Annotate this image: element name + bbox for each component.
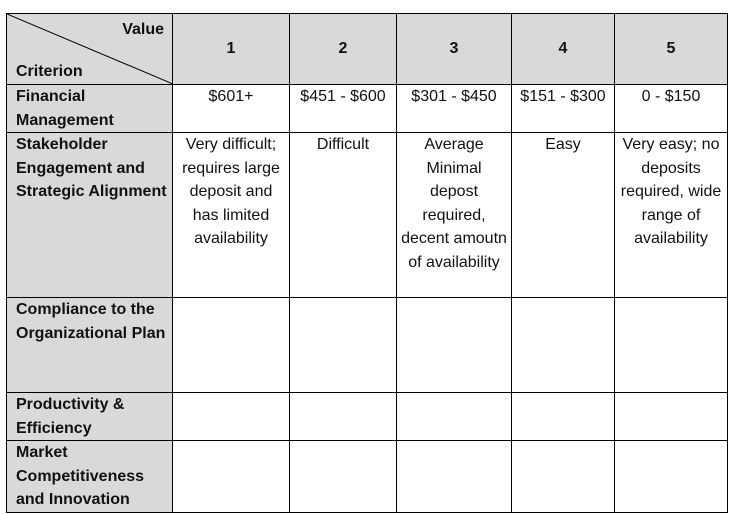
criterion-header-label: Criterion <box>16 62 83 80</box>
table-cell <box>290 298 397 393</box>
table-cell: Average Minimal depost required, decent amoutn of availability <box>397 133 512 298</box>
table-cell: Very difficult; requires large deposit and has limited availability <box>173 133 290 298</box>
table-row <box>7 393 728 441</box>
table-cell <box>290 393 397 441</box>
column-header: 3 <box>397 14 512 85</box>
table-cell <box>397 441 512 513</box>
table-cell: 0 - $150 <box>615 85 728 133</box>
table-row <box>7 85 728 133</box>
table-cell <box>397 298 512 393</box>
header-row <box>7 14 728 85</box>
table-cell <box>173 393 290 441</box>
criterion-cell: Financial Management <box>7 85 173 133</box>
table-cell: Difficult <box>290 133 397 298</box>
criterion-cell: Market Competitiveness and Innovation <box>7 441 173 513</box>
table-row <box>7 133 728 298</box>
corner-header-cell <box>7 14 173 85</box>
criterion-cell: Productivity & Efficiency <box>7 393 173 441</box>
criterion-cell: Stakeholder Engagement and Strategic Alignment <box>7 133 173 298</box>
column-header: 2 <box>290 14 397 85</box>
table-row <box>7 298 728 393</box>
table-cell: Easy <box>512 133 615 298</box>
table-row <box>7 441 728 513</box>
table-cell: $301 - $450 <box>397 85 512 133</box>
criterion-cell: Compliance to the Organizational Plan <box>7 298 173 393</box>
table-cell <box>615 298 728 393</box>
evaluation-rubric-table <box>6 13 728 513</box>
table-cell <box>615 441 728 513</box>
table-cell <box>397 393 512 441</box>
table-cell: $451 - $600 <box>290 85 397 133</box>
table-cell <box>512 298 615 393</box>
table-cell: $151 - $300 <box>512 85 615 133</box>
column-header: 4 <box>512 14 615 85</box>
table-cell <box>512 441 615 513</box>
column-header: 5 <box>615 14 728 85</box>
column-header: 1 <box>173 14 290 85</box>
table-cell <box>173 298 290 393</box>
value-header-label: Value <box>122 21 164 38</box>
table-cell <box>173 441 290 513</box>
table-cell <box>290 441 397 513</box>
table-cell <box>512 393 615 441</box>
table-cell: Very easy; no deposits required, wide range of availability <box>615 133 728 298</box>
table-cell: $601+ <box>173 85 290 133</box>
table-cell <box>615 393 728 441</box>
